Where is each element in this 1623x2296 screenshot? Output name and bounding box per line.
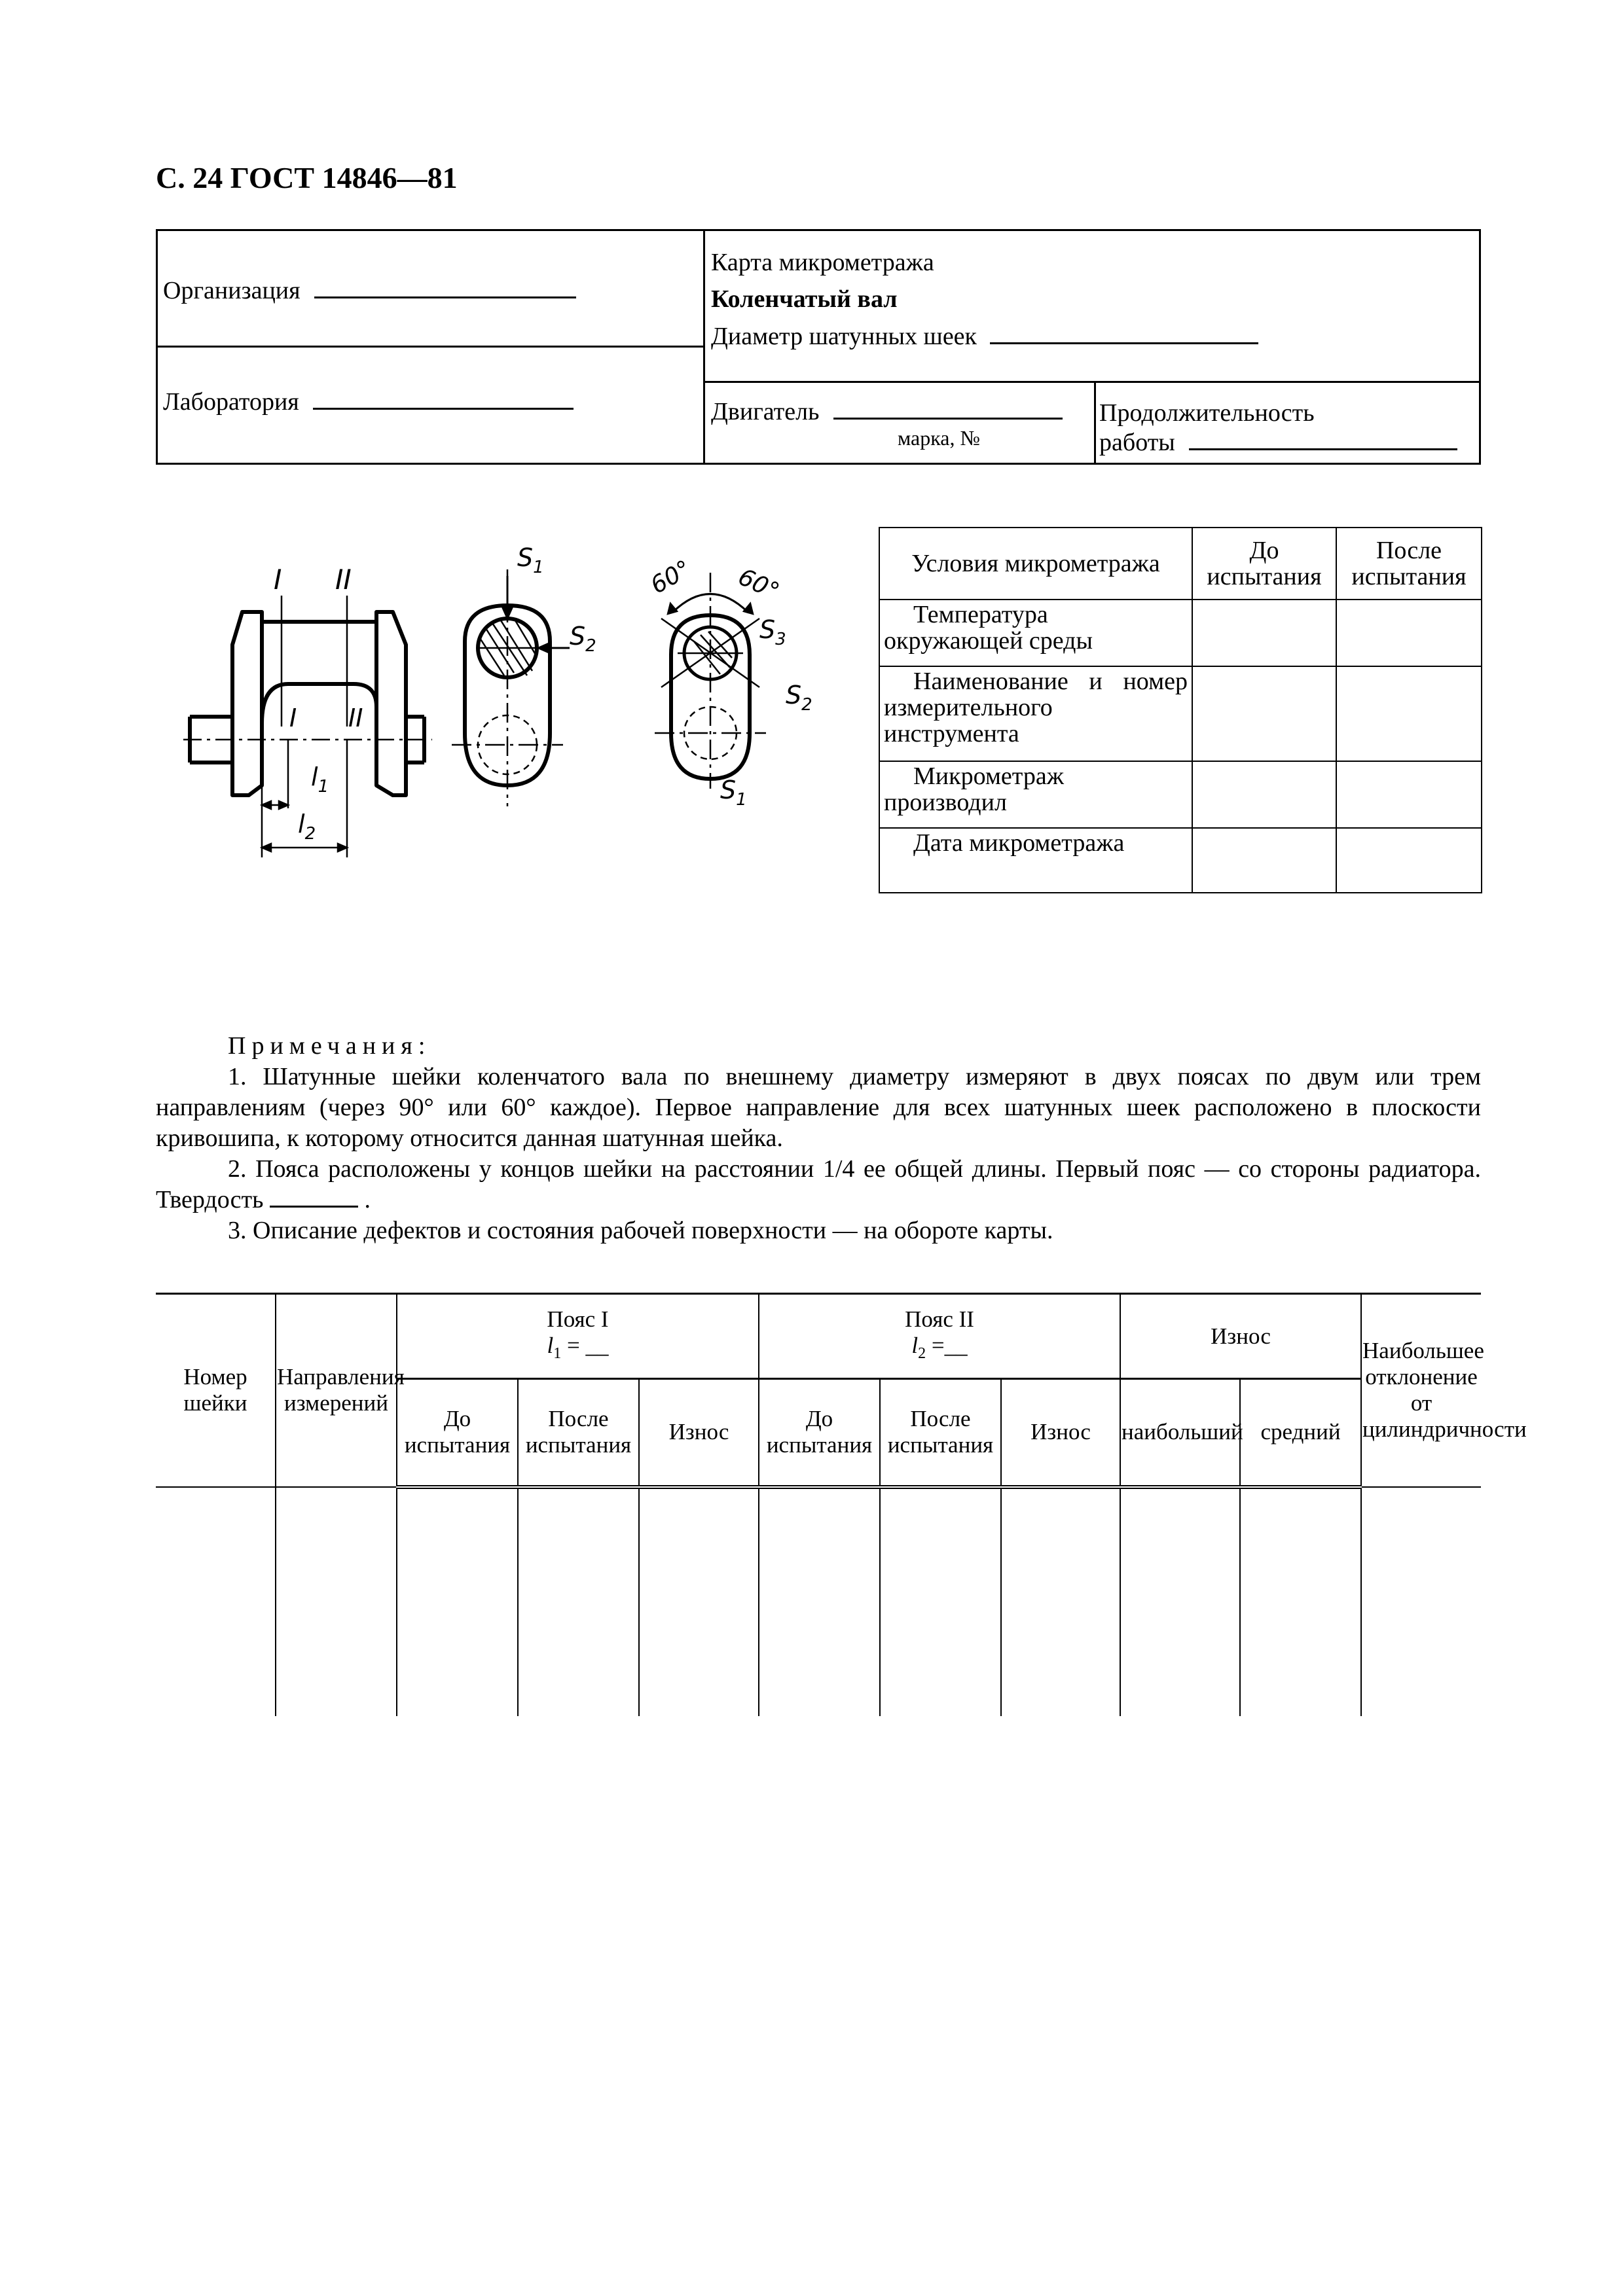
col-wear-avg: средний xyxy=(1240,1379,1361,1487)
angle-60-right: 60° xyxy=(734,563,784,606)
col-belt2-before: До испытания xyxy=(759,1379,880,1487)
organization-field xyxy=(163,274,576,308)
belt-1-header: Пояс I $l_1$ = __ xyxy=(397,1294,759,1379)
dim-s3: $S_3$ xyxy=(759,615,786,649)
condition-cell[interactable] xyxy=(1192,600,1336,666)
note-2: 2. Пояса расположены у концов шейки на расстоянии 1/4 ее общей длины. Первый пояс — со стороны радиатора. Твердость . xyxy=(156,1155,1481,1213)
condition-cell[interactable] xyxy=(1336,761,1482,828)
data-cell[interactable] xyxy=(1120,1487,1240,1716)
header-form xyxy=(156,229,1481,465)
data-cell[interactable] xyxy=(759,1487,880,1716)
diameter-field xyxy=(711,319,1258,353)
condition-cell[interactable] xyxy=(1336,666,1482,761)
condition-row-label: Микрометраж производил xyxy=(879,761,1192,828)
data-cell[interactable] xyxy=(1001,1487,1120,1716)
hardness-blank xyxy=(270,1185,358,1208)
belt-2-header: Пояс II $l_2$ =__ xyxy=(759,1294,1120,1379)
dim-l1: $l_1$ xyxy=(311,762,329,797)
data-cell[interactable] xyxy=(518,1487,639,1716)
organization-label: Организация xyxy=(163,277,301,304)
col-journal-number: Номер шейки xyxy=(156,1294,276,1487)
wear-group-header: Износ xyxy=(1120,1294,1361,1379)
before-test-header: До испытания xyxy=(1192,528,1336,600)
laboratory-label: Лаборатория xyxy=(163,388,299,416)
duration-blank xyxy=(1189,426,1457,450)
notes-section xyxy=(156,1031,1481,1246)
duration-label-2: работы xyxy=(1099,429,1175,456)
col-wear-max: наибольший xyxy=(1120,1379,1240,1487)
note-1: 1. Шатунные шейки коленчатого вала по внешнему диаметру измеряют в двух поясах по двум или трем направлениям (через 90° или 60° каждое). Первое направление для всех шатунных шеек расположено в плоскости кривошипа, к которому относится данная шатунная шейка. xyxy=(156,1063,1481,1152)
diameter-label: Диаметр шатунных шеек xyxy=(711,323,977,350)
condition-row-label: Наименование и номер измерительного инструмента xyxy=(879,666,1192,761)
card-title: Карта микрометража xyxy=(711,249,934,276)
note-3: 3. Описание дефектов и состояния рабочей поверхности — на обороте карты. xyxy=(228,1217,1053,1244)
data-cell[interactable] xyxy=(156,1487,276,1716)
measurement-table-wrap xyxy=(156,1293,1527,1725)
col-directions: Направления измерений xyxy=(276,1294,397,1487)
condition-cell[interactable] xyxy=(1336,828,1482,893)
after-test-header: После испытания xyxy=(1336,528,1482,600)
table-row xyxy=(156,1487,1481,1716)
notes-title: Примечания: xyxy=(228,1032,431,1060)
condition-row-label: Температура окружающей среды xyxy=(879,600,1192,666)
conditions-header: Условия микрометража xyxy=(879,528,1192,600)
dim-s1-bottom: $S_1$ xyxy=(720,776,747,810)
col-belt2-wear: Износ xyxy=(1001,1379,1120,1487)
condition-cell[interactable] xyxy=(1336,600,1482,666)
organization-blank xyxy=(314,274,576,298)
dim-s2-right: $S_2$ xyxy=(786,681,812,715)
diameter-blank xyxy=(990,320,1258,344)
measurement-table xyxy=(156,1293,1527,1716)
section-label-I-mid: I xyxy=(289,704,297,732)
data-cell[interactable] xyxy=(276,1487,397,1716)
duration-label-1: Продолжительность xyxy=(1099,399,1315,427)
engine-label: Двигатель xyxy=(711,398,820,425)
col-belt2-after: После испытания xyxy=(880,1379,1001,1487)
col-belt1-before: До испытания xyxy=(397,1379,518,1487)
dim-l2: $l_2$ xyxy=(298,810,316,844)
section-label-I-top: I xyxy=(274,564,282,596)
col-max-deviation: Наибольшее отклонение от цилиндричности xyxy=(1361,1294,1481,1487)
angle-60-left: 60° xyxy=(646,555,696,600)
condition-cell[interactable] xyxy=(1192,666,1336,761)
dim-s1-top: $S_1$ xyxy=(517,543,544,577)
duration-field xyxy=(1099,425,1457,459)
data-cell[interactable] xyxy=(1361,1487,1481,1716)
crankshaft-figure xyxy=(177,537,858,877)
condition-row-label: Дата микрометража xyxy=(879,828,1192,893)
dim-s2-mid: $S_2$ xyxy=(570,622,596,656)
col-belt1-wear: Износ xyxy=(639,1379,759,1487)
data-cell[interactable] xyxy=(639,1487,759,1716)
laboratory-field xyxy=(163,385,574,419)
condition-cell[interactable] xyxy=(1192,761,1336,828)
section-label-II-top: II xyxy=(335,564,352,596)
engine-blank xyxy=(833,395,1063,420)
part-name: Коленчатый вал xyxy=(711,285,898,313)
section-label-II-mid: II xyxy=(348,704,363,732)
condition-cell[interactable] xyxy=(1192,828,1336,893)
data-cell[interactable] xyxy=(1240,1487,1361,1716)
engine-field xyxy=(711,395,1063,429)
laboratory-blank xyxy=(313,386,574,410)
page-header: С. 24 ГОСТ 14846—81 xyxy=(156,161,458,194)
conditions-table xyxy=(879,527,1482,893)
col-belt1-after: После испытания xyxy=(518,1379,639,1487)
engine-sub: марка, № xyxy=(898,426,981,450)
data-cell[interactable] xyxy=(880,1487,1001,1716)
data-cell[interactable] xyxy=(397,1487,518,1716)
